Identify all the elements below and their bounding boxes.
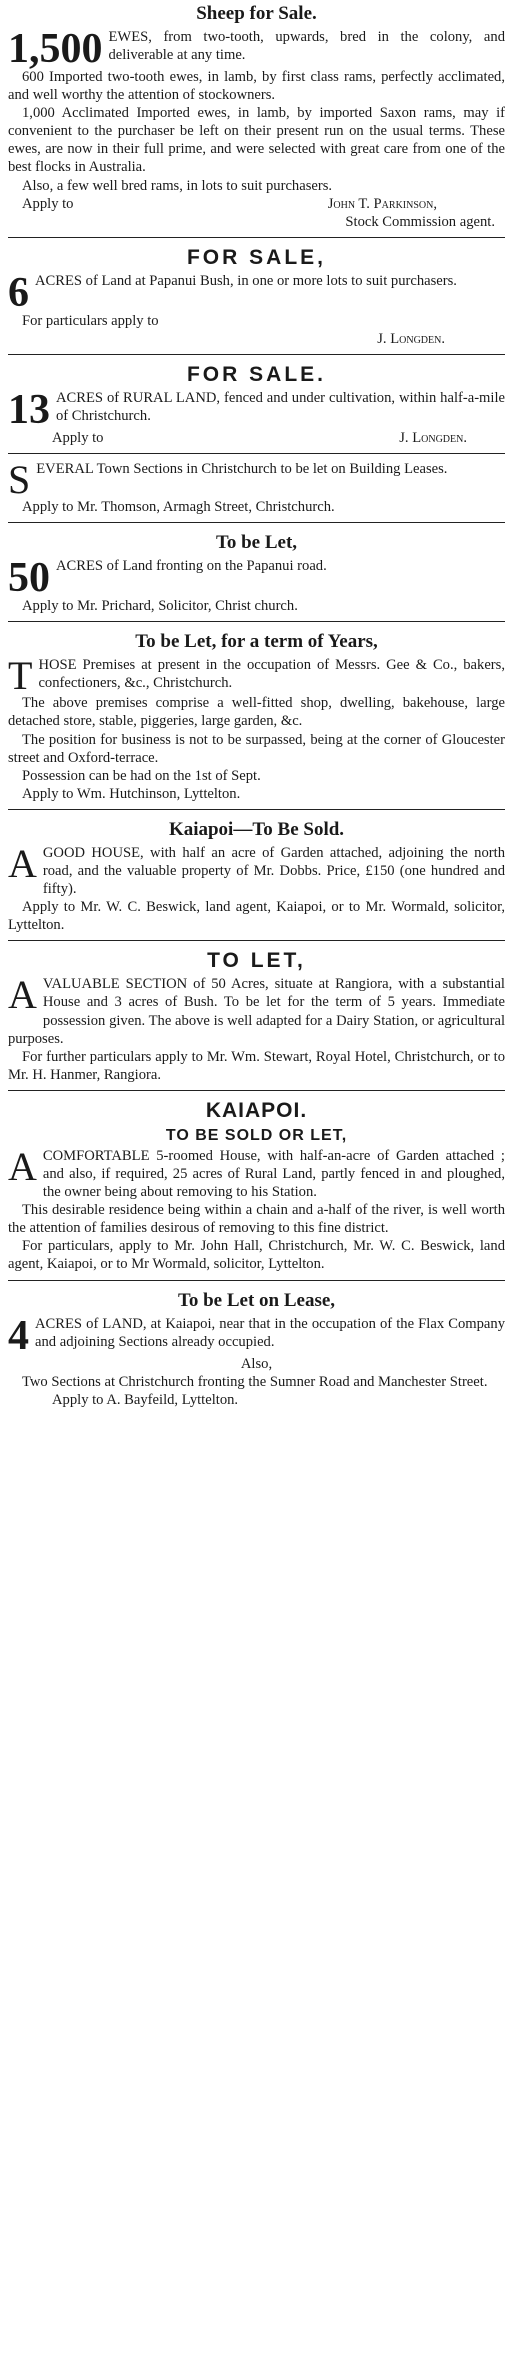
divider — [8, 237, 505, 238]
ad-line: Apply to Mr. W. C. Beswick, land agent, Kaiapoi, or to Mr. Wormald, solicitor, Lyttelton. — [8, 899, 505, 934]
lead-text: ACRES of Land fronting on the Papanui road. — [56, 558, 327, 575]
ad-line: Apply to Mr. Prichard, Solicitor, Christ church. — [22, 598, 298, 615]
lead-number: 13 — [8, 387, 50, 434]
lead-text: ACRES of RURAL LAND, fenced and under cultivation, within half-a-mile of Christchurch. — [56, 390, 505, 425]
lead-number: 6 — [8, 269, 29, 316]
agent-name: John T. Parkinson, — [327, 195, 437, 212]
ad-heading: KAIAPOI. — [205, 1098, 308, 1122]
ad-sheep-for-sale — [8, 0, 505, 231]
agent-name: J. Longden. — [377, 330, 445, 347]
ad-heading: To be Let, — [215, 532, 298, 554]
drop-cap: S — [8, 457, 31, 503]
agent-title: Stock Commission agent. — [345, 213, 495, 230]
ad-heading: Kaiapoi—To Be Sold. — [168, 818, 345, 840]
ad-paragraph: The above premises comprise a well-fitted shop, dwelling, bakehouse, large detached store, stable, piggeries, large garden, &c. — [8, 695, 505, 730]
lead-text: ACRES of LAND, at Kaiapoi, near that in the occupation of the Flax Company and adjoining Sections already occupied. — [35, 1315, 505, 1350]
ad-to-be-let-50-acres — [8, 529, 505, 615]
divider — [8, 1090, 505, 1091]
ad-paragraph: For particulars, apply to Mr. John Hall, Christchurch, Mr. W. C. Beswick, land agent, Kaiapoi, or to Mr Wormald, solicitor, Lyttelton. — [8, 1238, 505, 1273]
ad-paragraph: 1,000 Acclimated Imported ewes, in lamb, by imported Saxon rams, may if convenient to the purchaser be left on their present run on the usual terms. These ewes, are now in their full prime, and were selected with great care from one of the best flocks in Australia. — [8, 105, 505, 176]
ad-line: For particulars apply to — [22, 312, 159, 329]
ad-paragraph: Apply to A. Bayfeild, Lyttelton. — [52, 1391, 239, 1408]
ad-paragraph: Apply to Wm. Hutchinson, Lyttelton. — [22, 785, 241, 802]
ad-town-sections — [8, 457, 505, 516]
ad-kaiapoi-house-sale — [8, 816, 505, 934]
ad-paragraph: 600 Imported two-tooth ewes, in lamb, by first class rams, perfectly acclimated, and well worthy the attention of stockowners. — [8, 69, 505, 104]
ad-paragraph: Two Sections at Christchurch fronting the Sumner Road and Manchester Street. — [22, 1373, 488, 1390]
ad-heading: FOR SALE, — [186, 245, 326, 269]
ad-heading: Sheep for Sale. — [196, 3, 317, 24]
ad-paragraph: Possession can be had on the 1st of Sept. — [22, 767, 261, 784]
ad-heading: TO LET, — [207, 949, 306, 973]
lead-number: 50 — [8, 555, 50, 602]
divider — [8, 940, 505, 941]
drop-cap: A — [8, 972, 37, 1018]
lead-number: 1,500 — [8, 26, 103, 72]
agent-name: J. Longden. — [399, 430, 467, 447]
drop-cap: A — [8, 1143, 37, 1189]
lead-text: ACRES of Land at Papanui Bush, in one or more lots to suit purchasers. — [35, 272, 457, 289]
drop-cap: T — [8, 653, 33, 699]
ad-for-sale-6-acres — [8, 244, 505, 348]
lead-text: HOSE Premises at present in the occupation of Messrs. Gee & Co., bakers, confectioners, &c., Christchurch. — [38, 657, 505, 692]
ad-heading: FOR SALE. — [186, 363, 326, 387]
lead-text: EVERAL Town Sections in Christchurch to be let on Building Leases. — [36, 461, 448, 478]
divider — [8, 522, 505, 523]
lead-text: VALUABLE SECTION of 50 Acres, situate at Rangiora, with a substantial House and 3 acres of Bush. To be let for the term of 5 years. Immediate possession given. The above is well adapted for a Dairy Station, or agricultural purposes. — [8, 976, 505, 1047]
ad-paragraph: The position for business is not to be surpassed, being at the corner of Gloucester street and Oxford-terrace. — [8, 731, 505, 766]
ad-subheading: TO BE SOLD OR LET, — [165, 1126, 348, 1144]
divider — [8, 453, 505, 454]
lead-text: EWES, from two-tooth, upwards, bred in the colony, and deliverable at any time. — [108, 29, 505, 64]
lead-text: GOOD HOUSE, with half an acre of Garden attached, adjoining the north road, and the valuable property of Mr. Dobbs. Price, £150 (one hundred and fifty). — [42, 844, 505, 898]
drop-cap: A — [8, 840, 37, 886]
divider — [8, 1280, 505, 1281]
ad-for-sale-13-acres — [8, 361, 505, 447]
ad-heading: To be Let on Lease, — [177, 1289, 336, 1311]
also-label: Also, — [240, 1355, 273, 1372]
lead-text: COMFORTABLE 5-roomed House, with half-an-acre of Garden attached ; and also, if required, 25 acres of Rural Land, partly fenced in and ploughed, the owner being about removing to his Station. — [42, 1147, 505, 1201]
apply-label: Apply to — [22, 195, 74, 212]
ad-kaiapoi-house — [8, 1097, 505, 1274]
ad-paragraph: This desirable residence being within a chain and a-half of the river, is well worth the attention of families desirous of removing to this fine district. — [8, 1202, 505, 1237]
ad-rangiora-section — [8, 947, 505, 1084]
divider — [8, 621, 505, 622]
lead-number: 4 — [8, 1312, 29, 1359]
ad-line: Apply to Mr. Thomson, Armagh Street, Christchurch. — [22, 499, 335, 516]
ad-line: For further particulars apply to Mr. Wm. Stewart, Royal Hotel, Christchurch, or to Mr. H. Hanmer, Rangiora. — [8, 1048, 505, 1083]
ad-heading: To be Let, for a term of Years, — [135, 631, 378, 653]
apply-label: Apply to — [52, 430, 104, 447]
divider — [8, 809, 505, 810]
ad-paragraph: Also, a few well bred rams, in lots to suit purchasers. — [22, 177, 333, 194]
ad-lease-kaiapoi — [8, 1287, 505, 1409]
divider — [8, 354, 505, 355]
ad-premises-to-let — [8, 628, 505, 803]
